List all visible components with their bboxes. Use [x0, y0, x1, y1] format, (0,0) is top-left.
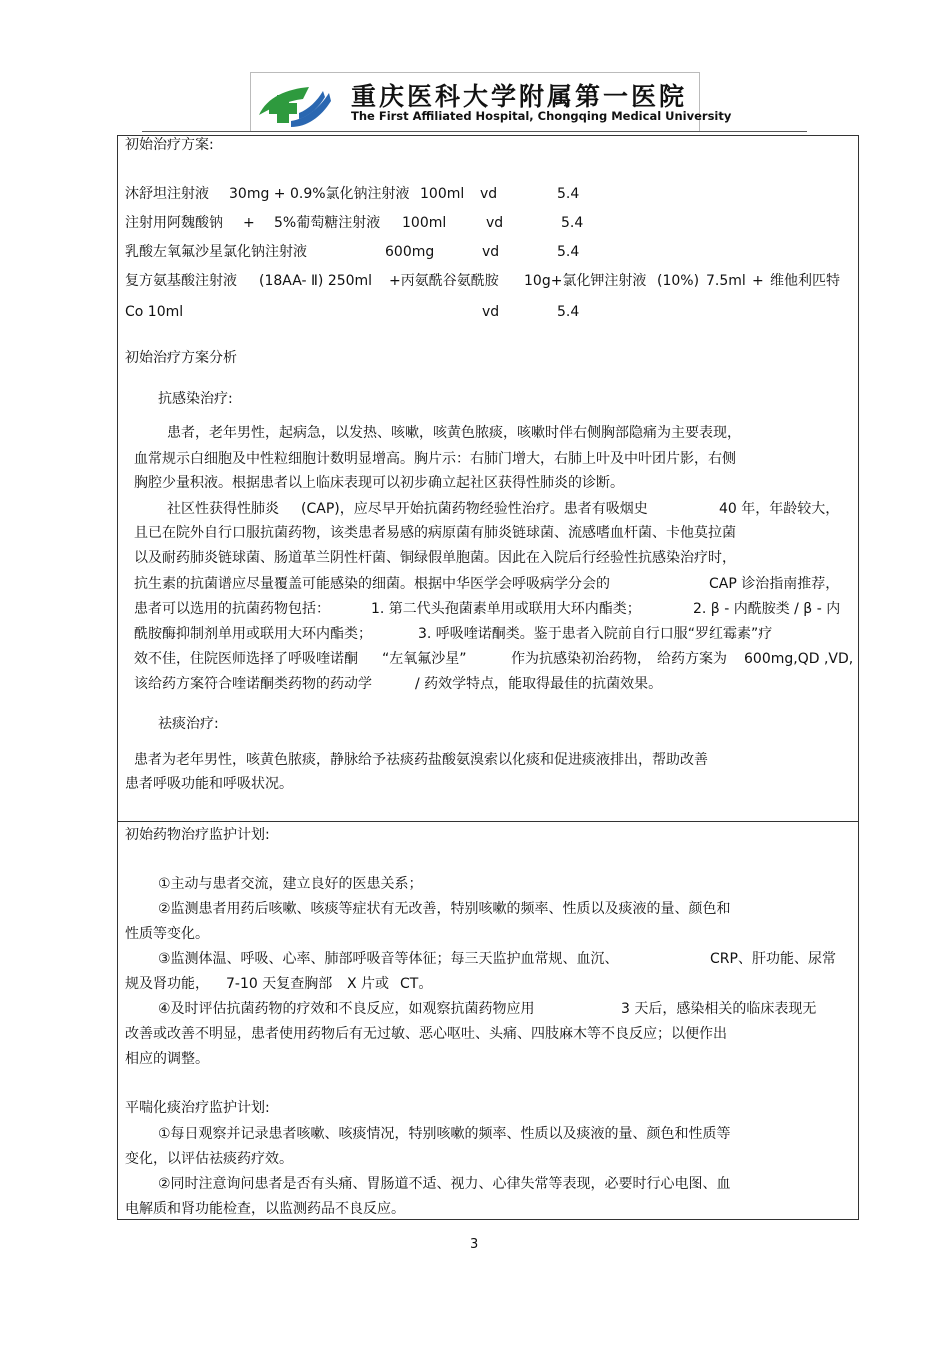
section-heading: 平喘化痰治疗监护计划: [125, 1100, 270, 1116]
section-heading: 初始药物治疗监护计划: [125, 827, 270, 843]
paragraph-line: 胸腔少量积液。根据患者以上临床表现可以初步确立起社区获得性肺炎的诊断。 [134, 475, 624, 491]
paragraph-line: 变化，以评估祛痰药疗效。 [125, 1151, 293, 1167]
hospital-cross-logo-icon [253, 75, 335, 129]
hospital-name-en: The First Affiliated Hospital, Chongqing Medical University [351, 109, 732, 123]
paragraph-line: 血常规示白细胞及中性粒细胞计数明显增高。胸片示：右肺门增大，右肺上叶及中叶团片影，右侧 [134, 451, 736, 467]
paragraph-line: 改善或改善不明显，患者使用药物后有无过敏、恶心呕吐、头痛、四肢麻木等不良反应；以便作出 [125, 1026, 727, 1042]
paragraph-line: ②监测患者用药后咳嗽、咳痰等症状有无改善，特别咳嗽的频率、性质以及痰液的量、颜色和 [158, 901, 731, 917]
paragraph-line: ①主动与患者交流，建立良好的医患关系； [158, 876, 423, 892]
paragraph-line: 患者呼吸功能和呼吸状况。 [125, 776, 293, 792]
section-heading: 初始治疗方案分析 [125, 350, 237, 366]
paragraph-line: 以及耐药肺炎链球菌、肠道革兰阴性杆菌、铜绿假单胞菌。因此在入院后行经验性抗感染治疗时， [134, 550, 736, 566]
hospital-name-cn: 重庆医科大学附属第一医院 [351, 82, 688, 111]
header-divider [142, 131, 807, 132]
paragraph-line: 患者，老年男性，起病急，以发热、咳嗽，咳黄色脓痰，咳嗽时伴右侧胸部隐痛为主要表现， [167, 425, 741, 441]
paragraph-line: 电解质和肾功能检查，以监测药品不良反应。 [125, 1201, 405, 1217]
section-heading: 初始治疗方案: [125, 137, 214, 153]
sub-heading: 祛痰治疗: [158, 716, 219, 732]
hospital-header [250, 72, 732, 132]
paragraph-line: 性质等变化。 [125, 926, 209, 942]
paragraph-line: ①每日观察并记录患者咳嗽、咳痰情况，特别咳嗽的频率、性质以及痰液的量、颜色和性质等 [158, 1126, 731, 1142]
sub-heading: 抗感染治疗: [158, 391, 233, 407]
paragraph-line: 患者为老年男性，咳黄色脓痰，静脉给予祛痰药盐酸氨溴索以化痰和促进痰液排出，帮助改善 [134, 752, 708, 768]
paragraph-line: 且已在院外自行口服抗菌药物，该类患者易感的病原菌有肺炎链球菌、流感嗜血杆菌、卡他莫拉菌 [134, 525, 736, 541]
page-number: 3 [470, 1237, 479, 1252]
paragraph-line: 相应的调整。 [125, 1051, 209, 1067]
paragraph-line: ②同时注意询问患者是否有头痛、胃肠道不适、视力、心律失常等表现，必要时行心电图、血 [158, 1176, 731, 1192]
